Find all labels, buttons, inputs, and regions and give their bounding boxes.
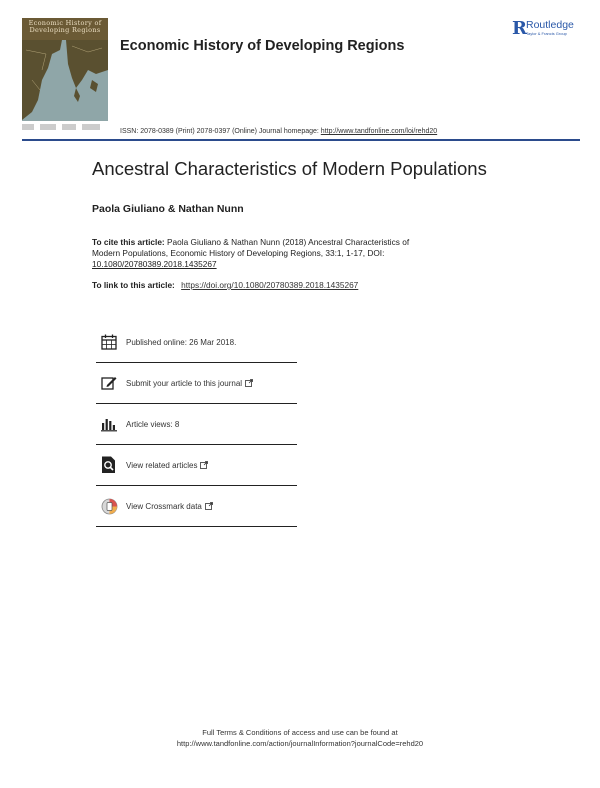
link-label: To link to this article: [92,280,175,290]
publisher-logo [512,18,584,40]
bar-chart-icon [100,415,118,433]
journal-title: Economic History of Developing Regions [120,38,405,54]
article-doi-link[interactable]: https://doi.org/10.1080/20780389.2018.1435267 [181,280,359,290]
crossmark-text[interactable]: View Crossmark data [126,502,213,511]
publisher-subtitle: Taylor & Francis Group [526,31,567,36]
footer-terms-text: Full Terms & Conditions of access and use can be found at [202,728,398,737]
journal-homepage-link[interactable]: http://www.tandfonline.com/loi/rehd20 [320,128,438,135]
cite-label: To cite this article: [92,237,165,247]
external-link-icon [205,502,213,510]
submit-article-item[interactable] [96,363,297,404]
published-online-item [96,322,297,363]
search-document-icon [100,456,118,474]
footer-terms-link[interactable]: http://www.tandfonline.com/action/journalInformation?journalCode=rehd20 [176,739,424,748]
routledge-r-icon: R [512,18,527,39]
issn-line [120,128,437,135]
footer [0,727,600,749]
published-online-text: Published online: 26 Mar 2018. [126,337,237,347]
article-authors: Paola Giuliano & Nathan Nunn [92,203,244,215]
cover-title: Economic History of Developing Regions [28,19,102,34]
article-views-item [96,404,297,445]
crossmark-item[interactable] [96,486,297,527]
article-link-line [92,280,358,290]
external-link-icon [245,379,253,387]
article-views-text: Article views: 8 [126,419,180,429]
partner-logos [22,122,118,132]
journal-cover [22,18,108,121]
header-divider [22,139,580,141]
cite-doi-link[interactable]: 10.1080/20780389.2018.1435267 [92,259,217,269]
crossmark-icon [100,497,118,515]
publisher-name: Routledge [526,19,574,31]
calendar-icon [100,333,118,351]
submit-article-text[interactable]: Submit your article to this journal [126,379,253,388]
article-info-list [96,322,297,527]
map-illustration [22,40,108,121]
issn-text: ISSN: 2078-0389 (Print) 2078-0397 (Online) Journal homepage: [120,128,319,135]
citation-block [92,237,432,270]
related-articles-item[interactable] [96,445,297,486]
edit-icon [100,374,118,392]
cite-text: Paola Giuliano & Nathan Nunn (2018) Ancestral Characteristics of Modern Populations, Economic History of Developing Regions, 33:1, 1-17, DOI: [92,237,410,258]
external-link-icon [200,461,208,469]
article-title: Ancestral Characteristics of Modern Populations [92,158,487,179]
related-articles-text[interactable]: View related articles [126,461,208,470]
